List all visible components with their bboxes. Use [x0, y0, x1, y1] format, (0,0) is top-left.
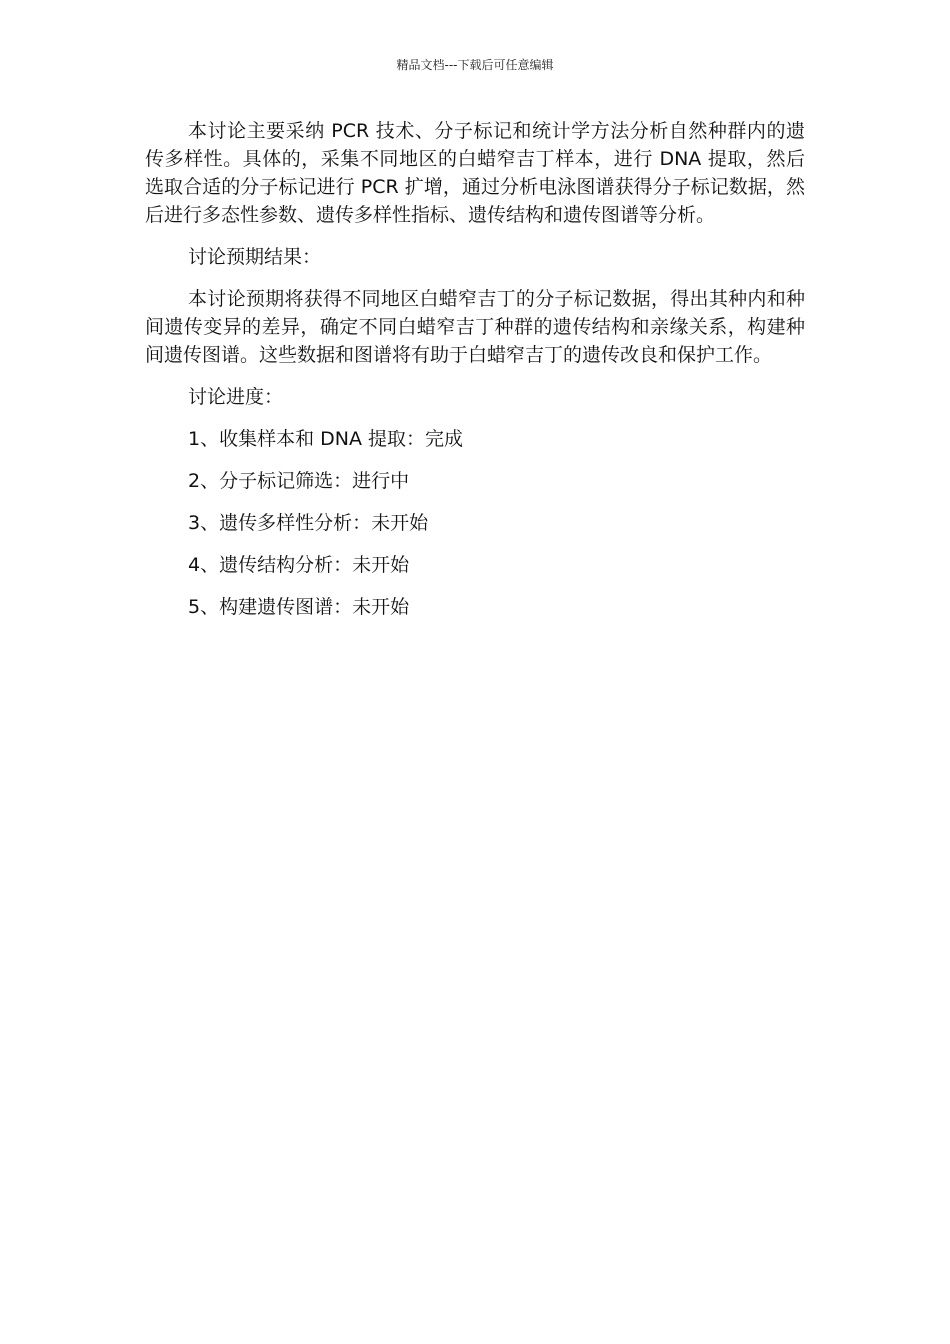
- progress-item: 2、分子标记筛选：进行中: [188, 470, 410, 492]
- expected-results-heading: 讨论预期结果：: [188, 246, 322, 268]
- progress-item: 1、收集样本和 DNA 提取：完成: [188, 428, 464, 450]
- progress-item: 5、构建遗传图谱：未开始: [188, 596, 410, 618]
- page-header: 精品文档---下载后可任意编辑: [396, 58, 554, 72]
- progress-heading: 讨论进度：: [188, 386, 284, 408]
- document-body: [145, 117, 805, 635]
- expected-results-paragraph: 本讨论预期将获得不同地区白蜡窄吉丁的分子标记数据，得出其种内和种间遗传变异的差异，确定不同白蜡窄吉丁种群的遗传结构和亲缘关系，构建种间遗传图谱。这些数据和图谱将有助于白蜡窄吉丁的遗传改良和保护工作。: [145, 288, 805, 366]
- progress-item: 3、遗传多样性分析：未开始: [188, 512, 429, 534]
- progress-item: 4、遗传结构分析：未开始: [188, 554, 410, 576]
- methods-paragraph: 本讨论主要采纳 PCR 技术、分子标记和统计学方法分析自然种群内的遗传多样性。具体的，采集不同地区的白蜡窄吉丁样本，进行 DNA 提取，然后选取合适的分子标记进行 PCR 扩增，通过分析电泳图谱获得分子标记数据，然后进行多态性参数、遗传多样性指标、遗传结构和遗传图谱等分析。: [145, 120, 805, 226]
